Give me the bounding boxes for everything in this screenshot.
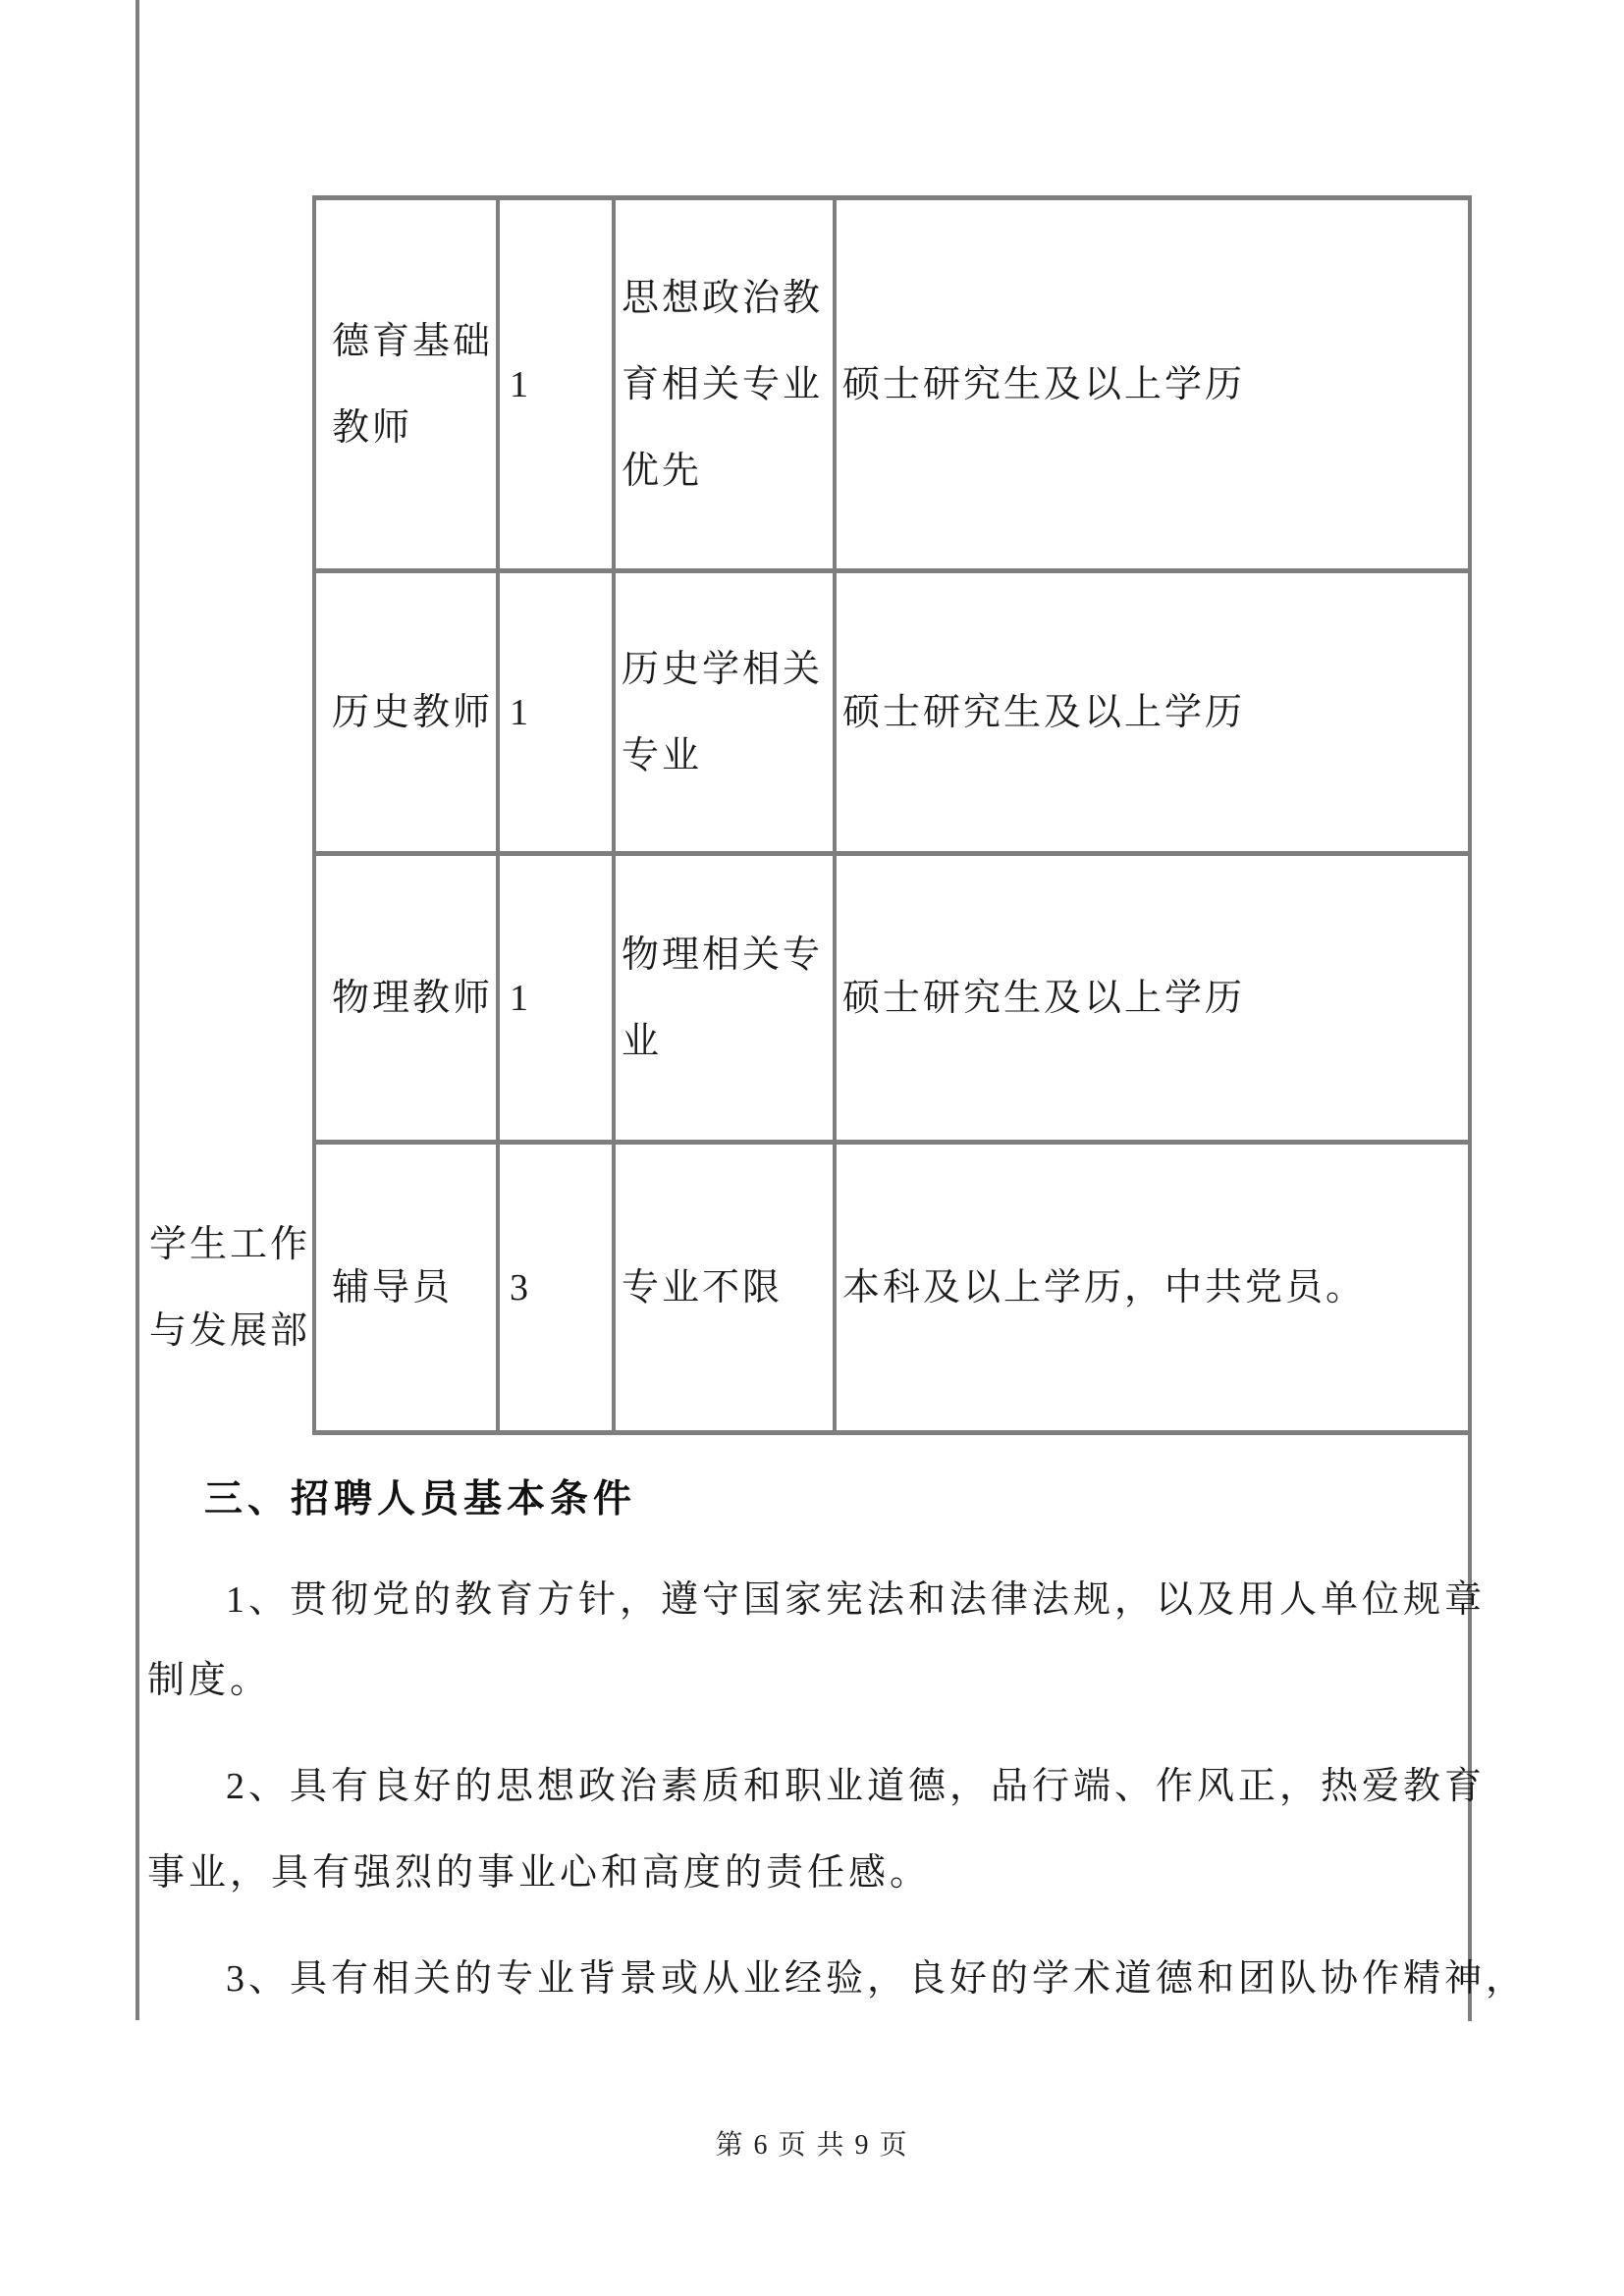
cell-major-row1 [616,200,833,568]
post-line: 德育基础 [332,320,494,362]
cell-post-row1 [316,200,496,568]
cell-post-row4 [316,1145,496,1430]
cell-requirement-row3 [837,856,1468,1140]
page-number-footer: 第 6 页 共 9 页 [715,2130,909,2161]
cell-department [139,1145,312,1430]
requirement-text: 硕士研究生及以上学历 [842,977,1246,1019]
post-line: 教师 [332,406,413,449]
major-line: 业 [622,1020,663,1062]
paragraph-1-line-1: 1、贯彻党的教育方针，遵守国家宪法和法律法规，以及用人单位规章 [226,1579,1487,1621]
requirement-text: 本科及以上学历，中共党员。 [842,1266,1367,1308]
major-line: 育相关专业 [622,363,824,405]
count-value: 1 [510,977,531,1019]
major-line: 专业 [622,734,703,776]
requirement-text: 硕士研究生及以上学历 [842,691,1246,733]
cell-count-row1 [500,200,612,568]
section-heading: 三、招聘人员基本条件 [204,1478,637,1521]
department-line: 与发展部 [149,1309,311,1352]
post-line: 辅导员 [332,1266,454,1308]
cell-post-row2 [316,573,496,851]
cell-requirement-row2 [837,573,1468,851]
major-line: 思想政治教 [622,277,824,319]
post-line: 历史教师 [332,691,494,733]
cell-requirement-row4 [837,1145,1468,1430]
table-left-border [135,0,139,2020]
major-line: 历史学相关 [622,648,824,690]
requirement-text: 硕士研究生及以上学历 [842,363,1246,405]
paragraph-3-line-1: 3、具有相关的专业背景或从业经验，良好的学术道德和团队协作精神， [226,1958,1528,2000]
cell-major-row3 [616,856,833,1140]
count-value: 1 [510,691,531,733]
cell-major-row2 [616,573,833,851]
table-bottom-border [312,1430,1472,1435]
cell-post-row3 [316,856,496,1140]
cell-major-row4 [616,1145,833,1430]
post-line: 物理教师 [332,977,494,1019]
cell-requirement-row1 [837,200,1468,568]
major-line: 物理相关专 [622,934,824,976]
major-line: 优先 [622,450,703,492]
paragraph-2-line-1: 2、具有良好的思想政治素质和职业道德，品行端、作风正，热爱教育 [226,1766,1487,1807]
paragraph-2-line-2: 事业，具有强烈的事业心和高度的责任感。 [147,1852,932,1894]
major-line: 专业不限 [622,1266,784,1308]
count-value: 3 [510,1266,531,1308]
cell-count-row3 [500,856,612,1140]
cell-count-row4 [500,1145,612,1430]
paragraph-1-line-2: 制度。 [147,1660,272,1701]
cell-count-row2 [500,573,612,851]
count-value: 1 [510,363,531,405]
table-right-border [1468,195,1472,2021]
department-line: 学生工作 [149,1223,311,1265]
